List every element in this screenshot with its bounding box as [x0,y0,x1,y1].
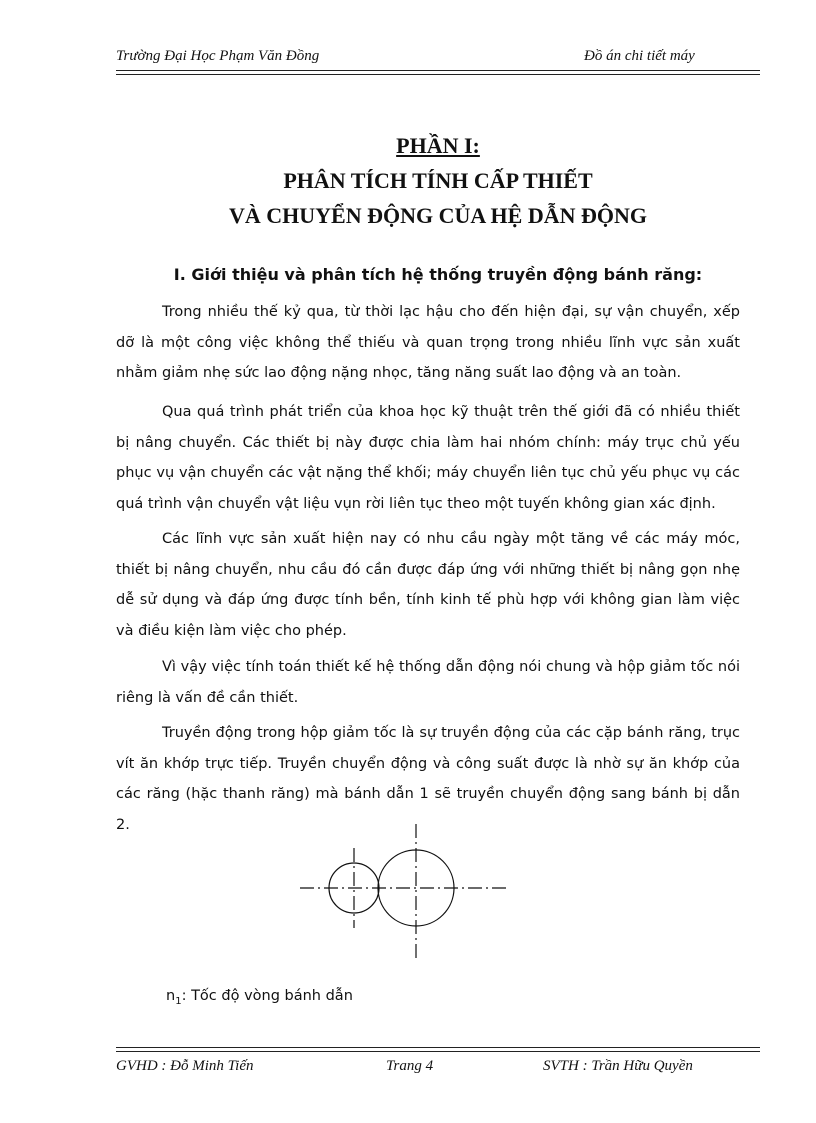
header-subject: Đồ án chi tiết máy [584,48,695,64]
footer-divider [116,1047,760,1052]
header-divider [116,70,760,75]
chapter-title-line-2: VÀ CHUYỂN ĐỘNG CỦA HỆ DẪN ĐỘNG [228,203,647,228]
figure-caption [166,988,353,1007]
section-heading: I. Giới thiệu và phân tích hệ thống truyền động bánh răng: [173,265,703,284]
paragraph-3: Các lĩnh vực sản xuất hiện nay có nhu cầu ngày một tăng về các máy móc, thiết bị nâng chuyển, nhu cầu đó cần được đáp ứng với những thiết bị nâng gọn nhẹ dễ sử dụng và đáp ứng được tính bền, tính kinh tế phù hợp với không gian làm việc và điều kiện làm việc cho phép. [116,531,740,639]
header-school: Trường Đại Học Phạm Văn Đồng [116,48,320,64]
footer-instructor: GVHD : Đỗ Minh Tiến [116,1058,254,1074]
footer-student: SVTH : Trần Hữu Quyền [543,1058,693,1074]
paragraph-5: Truyền động trong hộp giảm tốc là sự truyền động của các cặp bánh răng, trục vít ăn khớp trực tiếp. Truyền chuyển động và công suất được là nhờ sự ăn khớp của các răng (hặc thanh răng) mà bánh dẫn 1 sẽ truyền chuyển động sang bánh bị dẫn 2. [116,725,740,833]
part-title: PHẦN I: [396,133,480,158]
chapter-title-line-1: PHÂN TÍCH TÍNH CẤP THIẾT [283,168,593,193]
gear-pair-diagram [296,822,512,962]
paragraph-2: Qua quá trình phát triển của khoa học kỹ thuật trên thế giới đã có nhiều thiết bị nâng chuyển. Các thiết bị này được chia làm hai nhóm chính: máy trục chủ yếu phục vụ vận chuyển các vật nặng thể khối; máy chuyển liên tục chủ yếu phục vụ các quá trình vận chuyển vật liệu vụn rời liên tục theo một tuyến không gian xác định. [116,404,740,512]
caption-text: : Tốc độ vòng bánh dẫn [181,988,353,1004]
paragraph-4: Vì vậy việc tính toán thiết kế hệ thống dẫn động nói chung và hộp giảm tốc nói riêng là vấn đề cần thiết. [116,659,740,706]
paragraph-1: Trong nhiều thế kỷ qua, từ thời lạc hậu cho đến hiện đại, sự vận chuyển, xếp dỡ là một công việc không thể thiếu và quan trọng trong nhiều lĩnh vực sản xuất nhằm giảm nhẹ sức lao động nặng nhọc, tăng năng suất lao động và an toàn. [116,304,740,381]
caption-subscript: 1 [175,995,182,1007]
caption-symbol: n [166,988,176,1004]
page-header [116,48,760,70]
page-number: Trang 4 [386,1058,434,1074]
